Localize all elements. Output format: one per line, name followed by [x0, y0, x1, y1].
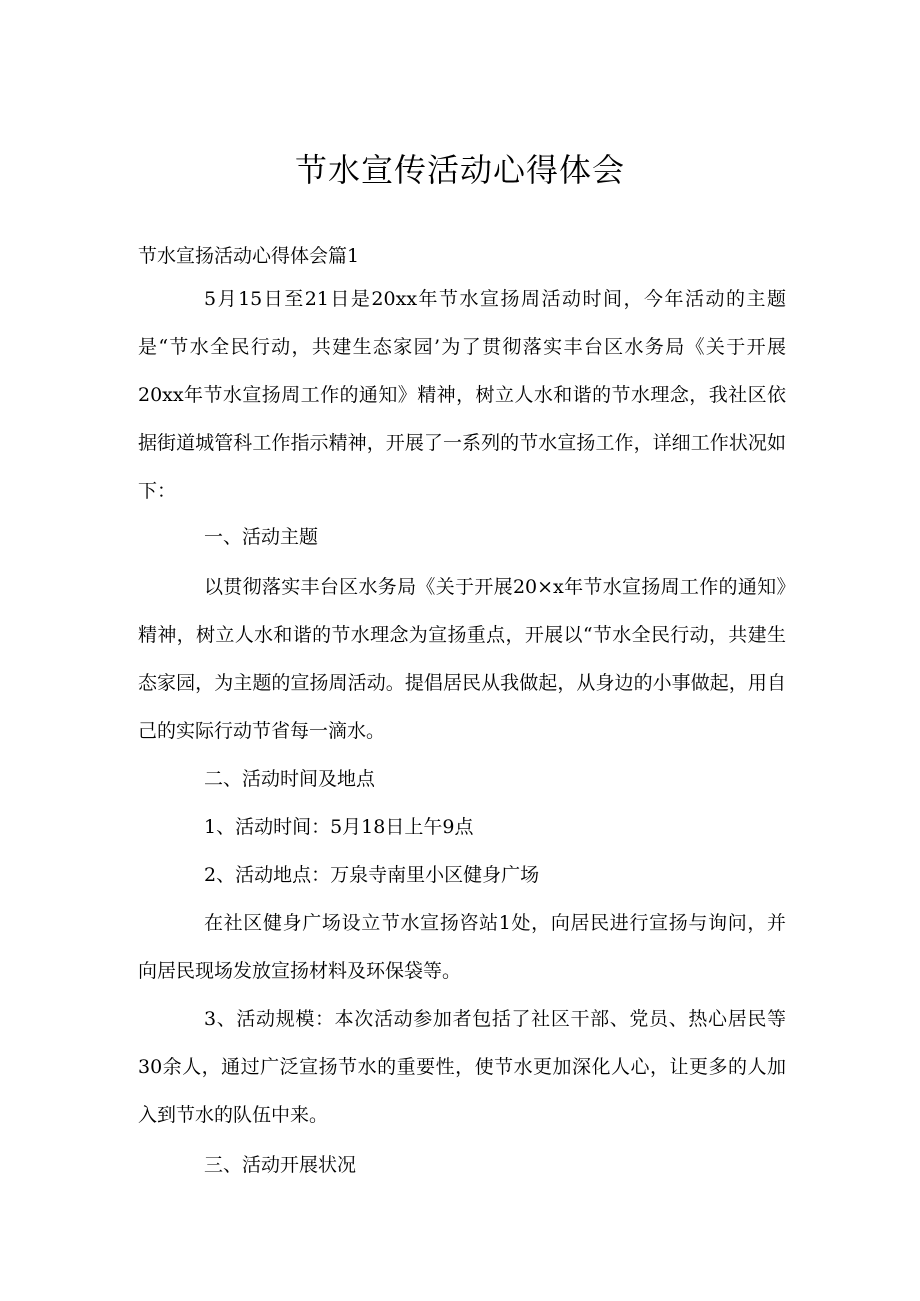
activity-time-item: 1、活动时间：5月18日上午9点 [204, 816, 474, 838]
venue-paragraph: 在社区健身广场设立节水宣扬咨站1处，向居民进行宣扬与询问，并向居民现场发放宣扬材料及环保袋等。 [138, 912, 786, 982]
section-heading-time-place: 二、活动时间及地点 [204, 768, 376, 790]
theme-paragraph: 以贯彻落实丰台区水务局《关于开展20×x年节水宣扬周工作的通知》精神，树立人水和谐的节水理念为宣扬重点，开展以“节水全民行动，共建生态家园，为主题的宣扬周活动。提倡居民从我做起，从身边的小事做起，用自己的实际行动节省每一滴水。 [138, 576, 786, 742]
document-title: 节水宣传活动心得体会 [294, 151, 625, 189]
section-subtitle: 节水宣扬活动心得体会篇1 [138, 245, 360, 267]
section-heading-progress: 三、活动开展状况 [204, 1154, 357, 1176]
activity-place-item: 2、活动地点：万泉寺南里小区健身广场 [204, 864, 540, 886]
activity-scale-item: 3、活动规模：本次活动参加者包括了社区干部、党员、热心居民等30余人，通过广泛宣扬节水的重要性，使节水更加深化人心，让更多的人加入到节水的队伍中来。 [138, 1008, 786, 1126]
section-heading-theme: 一、活动主题 [204, 526, 319, 548]
intro-paragraph: 5月15日至21日是20xx年节水宣扬周活动时间，今年活动的主题是“节水全民行动，共建生态家园’为了贯彻落实丰台区水务局《关于开展20xx年节水宣扬周工作的通知》精神，树立人水和谐的节水理念，我社区依据街道城管科工作指示精神，开展了一系列的节水宣扬工作，详细工作状况如下： [138, 288, 786, 502]
